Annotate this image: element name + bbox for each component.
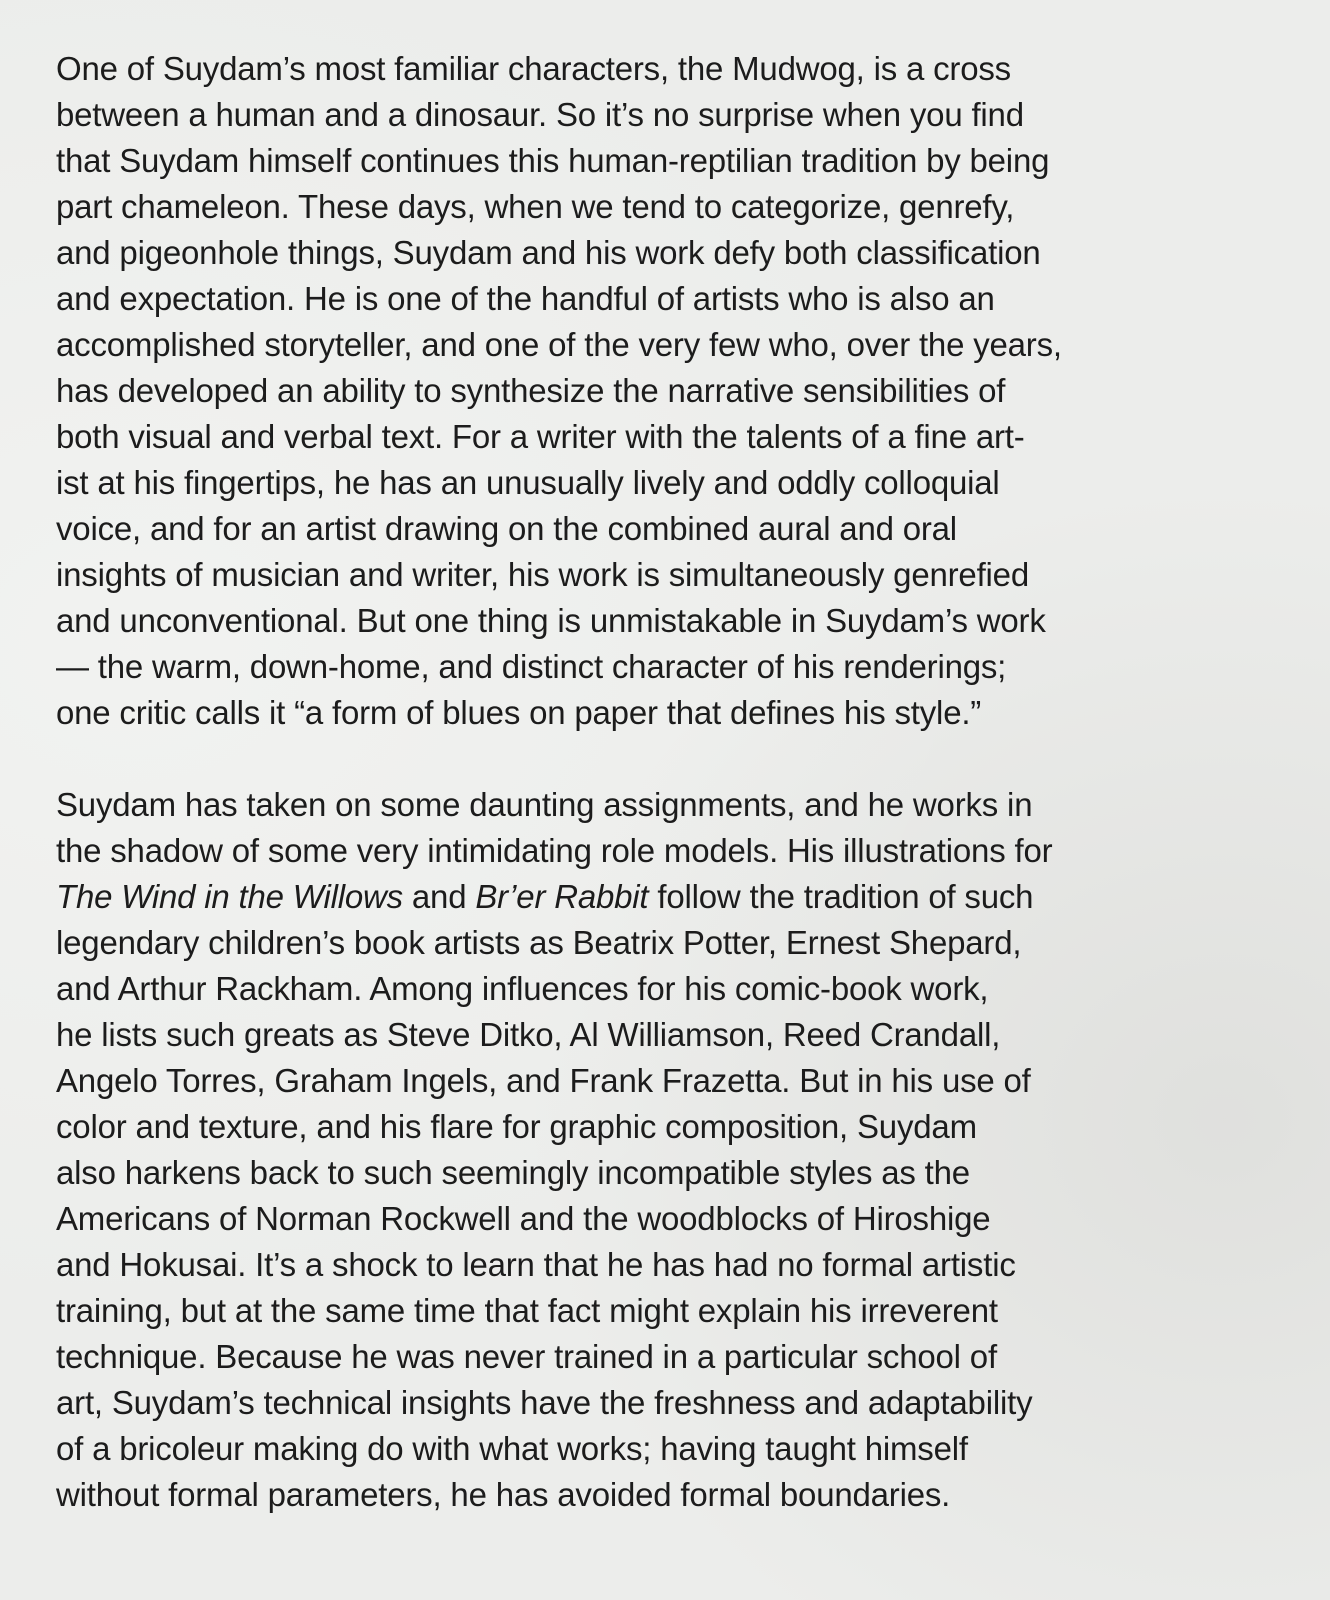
text-line: and unconventional. But one thing is unmistakable in Suydam’s work — [56, 602, 1046, 639]
text-line: accomplished storyteller, and one of the very few who, over the years, — [56, 326, 1062, 363]
paragraph-1 — [56, 46, 1286, 736]
text-line: also harkens back to such seemingly incompatible styles as the — [56, 1154, 970, 1191]
text-line: and Arthur Rackham. Among influences for his comic-book work, — [56, 970, 989, 1007]
text-line: and Hokusai. It’s a shock to learn that he has had no formal artistic — [56, 1246, 1016, 1283]
text-fragment: follow the tradition of such — [648, 878, 1034, 915]
text-line: training, but at the same time that fact might explain his irreverent — [56, 1292, 998, 1329]
text-line: voice, and for an artist drawing on the combined aural and oral — [56, 510, 957, 547]
text-line: the shadow of some very intimidating role models. His illustrations for — [56, 832, 1053, 869]
text-line: part chameleon. These days, when we tend to categorize, genrefy, — [56, 188, 1015, 225]
text-line: Angelo Torres, Graham Ingels, and Frank Frazetta. But in his use of — [56, 1062, 1031, 1099]
text-line: One of Suydam’s most familiar characters, the Mudwog, is a cross — [56, 50, 1011, 87]
text-line: technique. Because he was never trained in a particular school of — [56, 1338, 997, 1375]
document-page — [56, 46, 1286, 1518]
text-line: without formal parameters, he has avoided formal boundaries. — [56, 1476, 951, 1513]
book-title-brer-rabbit: Br’er Rabbit — [475, 878, 649, 915]
text-line: of a bricoleur making do with what works; having taught himself — [56, 1430, 968, 1467]
text-line: has developed an ability to synthesize the narrative sensibilities of — [56, 372, 1006, 409]
text-line: legendary children’s book artists as Beatrix Potter, Ernest Shepard, — [56, 924, 1022, 961]
text-line: and pigeonhole things, Suydam and his work defy both classification — [56, 234, 1041, 271]
text-line: he lists such greats as Steve Ditko, Al Williamson, Reed Crandall, — [56, 1016, 1001, 1053]
text-line: one critic calls it “a form of blues on paper that defines his style.” — [56, 694, 982, 731]
text-line: that Suydam himself continues this human-reptilian tradition by being — [56, 142, 1050, 179]
paragraph-gap — [56, 736, 1286, 782]
text-line: ist at his fingertips, he has an unusually lively and oddly colloquial — [56, 464, 1000, 501]
text-line: between a human and a dinosaur. So it’s no surprise when you find — [56, 96, 1024, 133]
text-line: — the warm, down-home, and distinct character of his renderings; — [56, 648, 1007, 685]
text-line: Americans of Norman Rockwell and the woodblocks of Hiroshige — [56, 1200, 991, 1237]
text-line: both visual and verbal text. For a writer with the talents of a fine art- — [56, 418, 1025, 455]
book-title-wind-in-the-willows: The Wind in the Willows — [56, 878, 403, 915]
paragraph-2 — [56, 782, 1286, 1518]
text-fragment: and — [402, 878, 476, 915]
text-line: color and texture, and his flare for graphic composition, Suydam — [56, 1108, 977, 1145]
text-line: and expectation. He is one of the handful of artists who is also an — [56, 280, 995, 317]
text-line: art, Suydam’s technical insights have the freshness and adaptability — [56, 1384, 1033, 1421]
text-line — [56, 874, 1286, 920]
text-line: insights of musician and writer, his work is simultaneously genrefied — [56, 556, 1029, 593]
text-line: Suydam has taken on some daunting assignments, and he works in — [56, 786, 1033, 823]
